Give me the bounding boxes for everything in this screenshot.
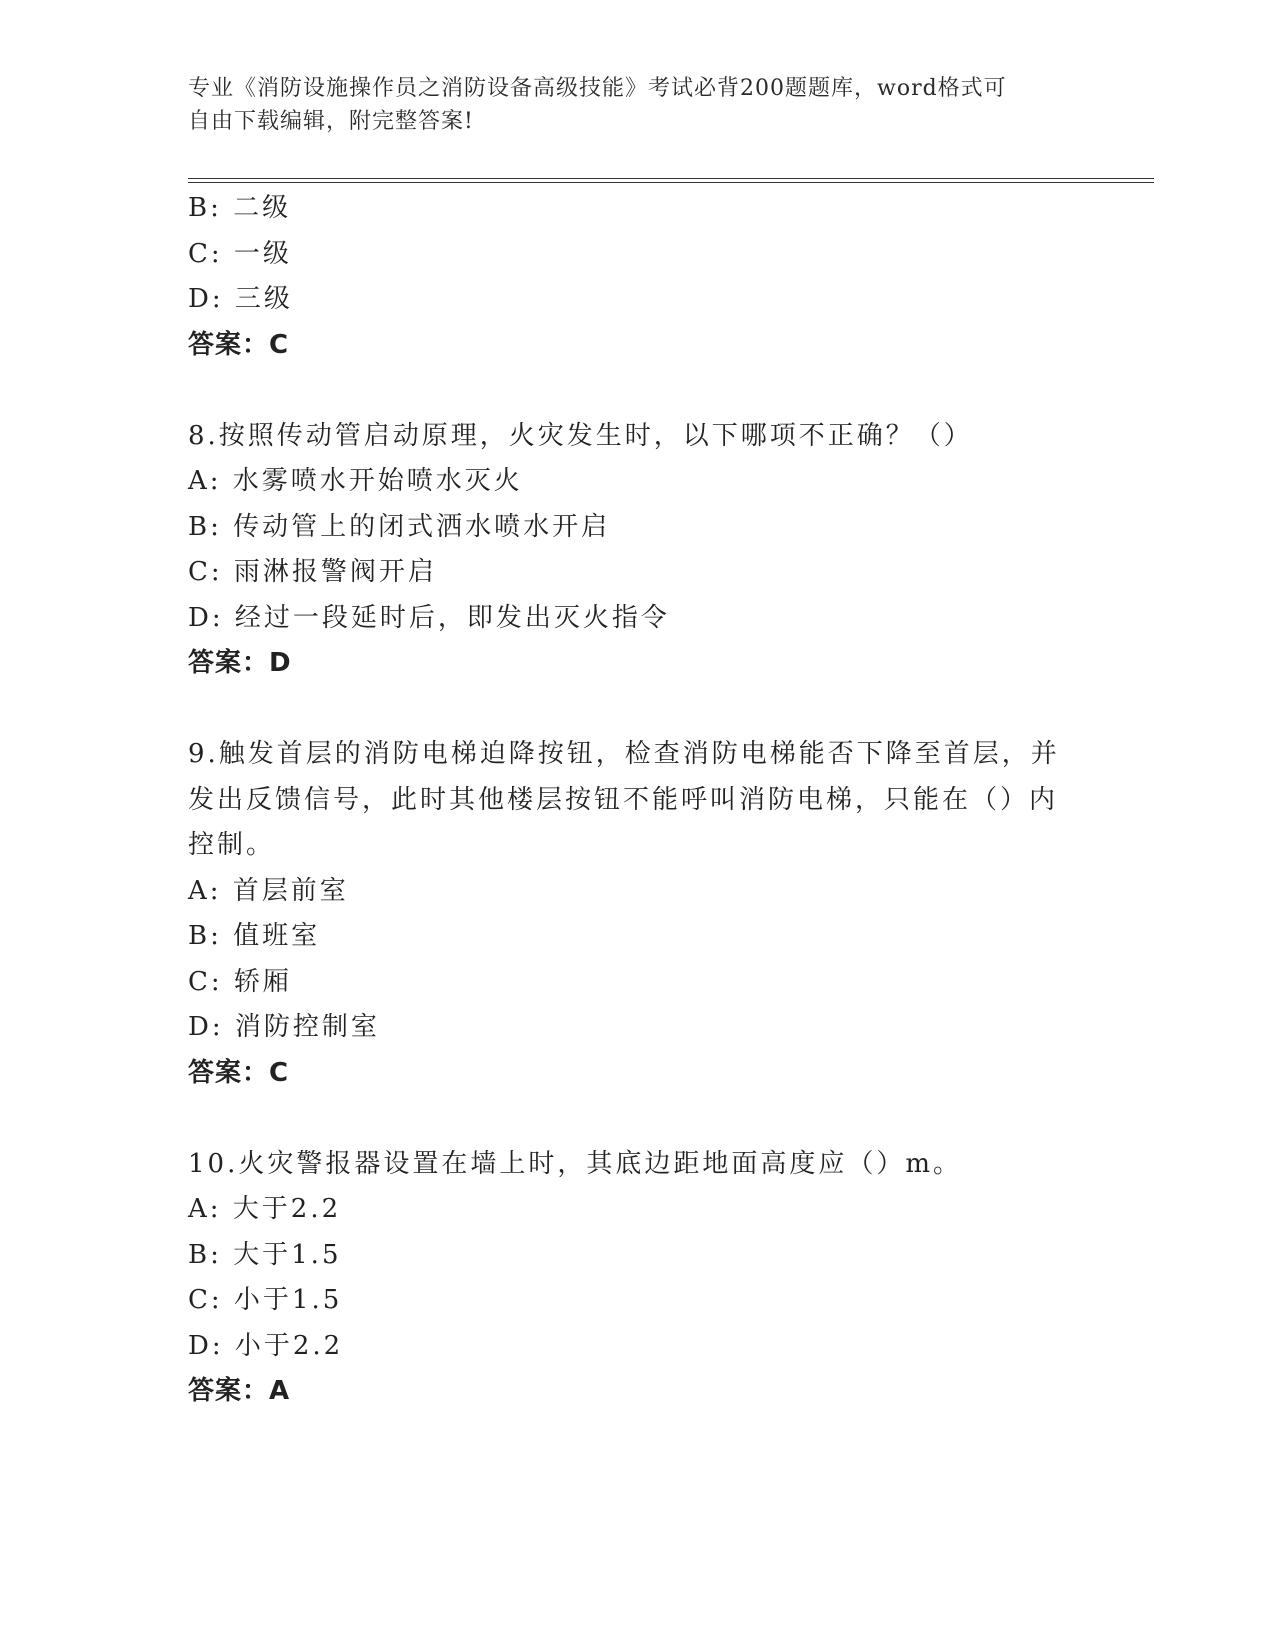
option-c: C: 雨淋报警阀开启 <box>188 557 437 587</box>
option-d: D: 经过一段延时后，即发出灭火指令 <box>188 602 670 633</box>
option-b: B: 二级 <box>188 193 292 223</box>
question-text: 10.火灾警报器设置在墙上时，其底边距地面高度应（）m。 <box>188 1148 963 1179</box>
option-d: D: 三级 <box>188 284 293 314</box>
option-a: A: 水雾喷水开始喷水灭火 <box>188 466 523 496</box>
answer-line: 答案：C <box>188 329 290 360</box>
option-a: A: 大于2.2 <box>188 1194 342 1224</box>
option-b: B: 大于1.5 <box>188 1239 342 1270</box>
option-b: B: 值班室 <box>188 921 321 951</box>
document-body <box>188 186 1068 1415</box>
option-c: C: 小于1.5 <box>188 1285 343 1315</box>
question-text: 8.按照传动管启动原理，火灾发生时，以下哪项不正确？（） <box>188 420 973 451</box>
question-9 <box>188 732 1068 1096</box>
option-d: D: 消防控制室 <box>188 1012 380 1042</box>
spacer <box>188 687 1068 733</box>
question-8 <box>188 414 1068 687</box>
option-a: A: 首层前室 <box>188 875 349 906</box>
header-line-1: 专业《消防设施操作员之消防设备高级技能》考试必背200题题库，word格式可 <box>188 76 1007 101</box>
spacer <box>188 1096 1068 1142</box>
answer-line: 答案：A <box>188 1376 291 1406</box>
header-rule-bottom <box>188 182 1154 183</box>
question-10 <box>188 1142 1068 1415</box>
option-c: C: 轿厢 <box>188 966 292 997</box>
question-text-line-3: 控制。 <box>188 830 276 860</box>
option-d: D: 小于2.2 <box>188 1330 344 1361</box>
option-b: B: 传动管上的闭式洒水喷水开启 <box>188 511 611 542</box>
question-text-line-1: 9.触发首层的消防电梯迫降按钮，检查消防电梯能否下降至首层，并 <box>188 739 1060 769</box>
option-c: C: 一级 <box>188 238 292 269</box>
question-text-line-2: 发出反馈信号，此时其他楼层按钮不能呼叫消防电梯，只能在（）内 <box>188 784 1059 815</box>
answer-line: 答案：D <box>188 648 292 678</box>
header-line-2: 自由下载编辑，附完整答案! <box>188 109 474 134</box>
spacer <box>188 368 1068 414</box>
answer-line: 答案：C <box>188 1057 290 1088</box>
document-header <box>188 72 1068 138</box>
question-7-continuation <box>188 186 1068 368</box>
header-rule-top <box>188 178 1154 179</box>
